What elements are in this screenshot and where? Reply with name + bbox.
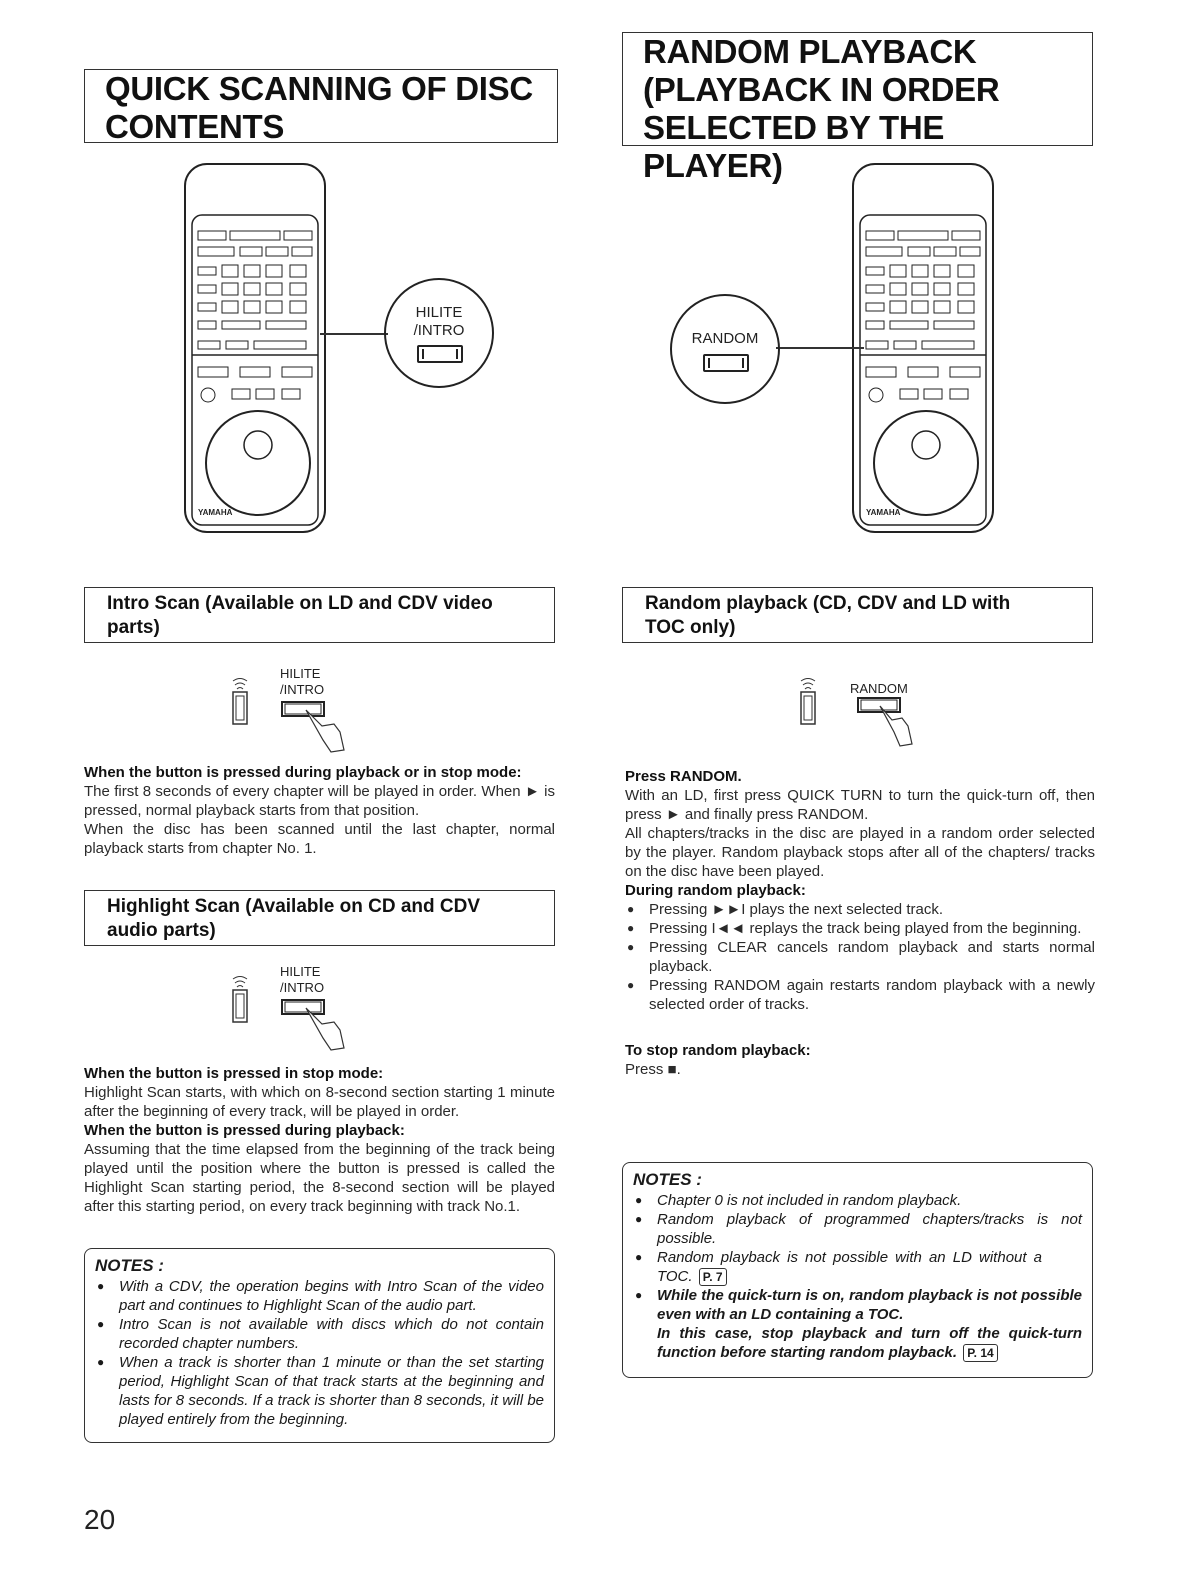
page-ref-badge: P. 7 — [699, 1268, 727, 1286]
highlight-button-label: HILITE /INTRO — [280, 964, 325, 995]
list-item: ● Pressing RANDOM again restarts random playback with a newly selected order of tracks. — [625, 976, 1095, 1014]
callout-circle-left — [384, 278, 494, 388]
list-item: ● When a track is shorter than 1 minute or than the set starting period, Highlight Scan of that track starts at the beginning and lasts for 8 seconds. If a track is shorter than 8 seconds, it will be played entirely from the beginning. — [95, 1353, 544, 1429]
random-button-icon — [703, 354, 749, 372]
intro-button-label: HILITE /INTRO — [280, 666, 325, 697]
left-notes-box — [84, 1248, 555, 1443]
remote-brand: YAMAHA — [866, 508, 901, 517]
highlight-press-illustration — [228, 964, 358, 1056]
intro-scan-text — [84, 763, 555, 858]
highlight-scan-lead2: When the button is pressed during playback: — [84, 1122, 405, 1139]
intro-press-illustration — [228, 666, 358, 758]
remote-illustration-right — [852, 163, 994, 533]
random-during-lead: During random playback: — [625, 882, 806, 899]
random-heading-box — [622, 587, 1093, 643]
list-item: ● With a CDV, the operation begins with Intro Scan of the video part and continues to Highlight Scan of the audio part. — [95, 1277, 544, 1315]
left-title-box — [84, 69, 558, 143]
random-heading: Random playback (CD, CDV and LD with TOC only) — [645, 593, 1011, 638]
intro-scan-lead: When the button is pressed during playback or in stop mode: — [84, 764, 522, 781]
intro-scan-p1: The first 8 seconds of every chapter will be played in order. When ► is pressed, normal playback starts from that position. — [84, 783, 555, 819]
list-item: ● Chapter 0 is not included in random playback. — [633, 1191, 1082, 1210]
highlight-scan-p1: Highlight Scan starts, with which on 8-second section starting 1 minute after the beginning of every track, will be played in order. — [84, 1084, 555, 1120]
random-stop-lead: To stop random playback: — [625, 1042, 811, 1059]
random-p2: All chapters/tracks in the disc are played in a random order selected by the player. Random playback stops after all of the chapters/ tracks on the disc have been played. — [625, 825, 1095, 880]
intro-scan-heading-box — [84, 587, 555, 643]
list-item: ● Intro Scan is not available with discs which do not contain recorded chapter numbers. — [95, 1315, 544, 1353]
left-notes-title: NOTES : — [95, 1256, 164, 1275]
hilite-intro-button-icon — [417, 345, 463, 363]
list-item: ● While the quick-turn is on, random playback is not possible even with an LD containing a TOC. In this case, stop playback and turn off the quick-turn function before starting random playback. P. 14 — [633, 1286, 1082, 1362]
right-page-title: RANDOM PLAYBACK (PLAYBACK IN ORDER SELECTED BY THE PLAYER) — [643, 33, 1000, 184]
list-item: ● Random playback of programmed chapters/tracks is not possible. — [633, 1210, 1082, 1248]
random-lead: Press RANDOM. — [625, 768, 742, 785]
random-p1: With an LD, first press QUICK TURN to turn the quick-turn off, then press ► and finally press RANDOM. — [625, 787, 1095, 823]
page-number: 20 — [84, 1504, 116, 1535]
highlight-scan-lead1: When the button is pressed in stop mode: — [84, 1065, 384, 1082]
callout-line-right — [776, 347, 864, 349]
highlight-scan-text — [84, 1064, 555, 1216]
list-item: ● Random playback is not possible with an LD without a TOC. P. 7 — [633, 1248, 1082, 1286]
left-page-title: QUICK SCANNING OF DISC CONTENTS — [105, 70, 533, 145]
right-notes-title: NOTES : — [633, 1170, 702, 1189]
random-text — [625, 767, 1095, 1014]
page-ref-badge: P. 14 — [963, 1344, 998, 1362]
right-notes-box — [622, 1162, 1093, 1378]
list-item: ● Pressing I◄◄ replays the track being played from the beginning. — [625, 919, 1095, 938]
intro-scan-p2: When the disc has been scanned until the last chapter, normal playback starts from chapter No. 1. — [84, 821, 555, 857]
list-item: ● Pressing ►►I plays the next selected track. — [625, 900, 1095, 919]
random-stop-text — [625, 1041, 1095, 1079]
highlight-scan-heading: Highlight Scan (Available on CD and CDV audio parts) — [107, 896, 480, 941]
remote-press-icon — [796, 666, 926, 758]
left-notes-list — [95, 1277, 544, 1429]
intro-scan-heading: Intro Scan (Available on LD and CDV video parts) — [107, 593, 493, 638]
right-notes-list — [633, 1191, 1082, 1362]
list-item: ● Pressing CLEAR cancels random playback and starts normal playback. — [625, 938, 1095, 976]
random-stop-instruction: Press ■. — [625, 1061, 681, 1078]
remote-brand: YAMAHA — [198, 508, 233, 517]
highlight-scan-p2: Assuming that the time elapsed from the beginning of the track being played until the position where the button is pressed is called the Highlight Scan starting period, the 8-second section will be played after this starting period, on every track beginning with track No.1. — [84, 1141, 555, 1215]
remote-illustration-left — [184, 163, 326, 533]
remote-control-icon — [184, 163, 326, 533]
callout-line-left — [320, 333, 388, 335]
callout-circle-right — [670, 294, 780, 404]
callout-label-right: RANDOM — [691, 330, 759, 347]
random-press-illustration — [796, 666, 926, 758]
remote-control-icon — [852, 163, 994, 533]
random-button-label: RANDOM — [850, 681, 908, 696]
highlight-scan-heading-box — [84, 890, 555, 946]
callout-label-left: HILITE /INTRO — [413, 304, 465, 339]
right-title-box — [622, 32, 1093, 184]
random-during-list — [625, 900, 1095, 1014]
